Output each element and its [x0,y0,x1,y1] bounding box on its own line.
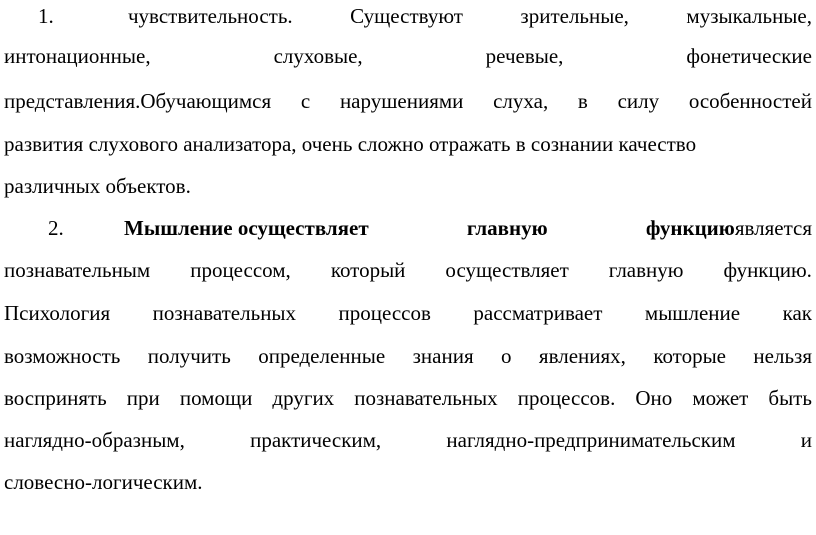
word: функцию. [723,258,812,282]
word: быть [768,386,812,410]
word: осуществляет [445,258,569,282]
item1-line3 [4,85,812,117]
word: с [300,89,311,113]
word: воспринять [4,386,107,410]
word: особенностей [688,89,812,113]
word: слуховые, [273,44,363,68]
word: при [126,386,160,410]
item1-line2 [4,40,812,72]
word: нельзя [753,344,812,368]
word: наглядно-предпринимательским [446,428,736,452]
bold-word: функцию [645,216,735,240]
word: процессом, [190,258,291,282]
word: познавательных [354,386,498,410]
word: Оно [635,386,673,410]
bold-word: главную [466,216,548,240]
word: нарушениями [339,89,464,113]
item2-line7: словесно-логическим. [4,470,203,494]
item1-line5: различных объектов. [4,174,191,198]
item2-line1 [4,212,812,244]
word: представления.Обучающимся [4,89,272,113]
item2-line5 [4,382,812,414]
item2-number: 2. [48,216,64,240]
word: процессов. [517,386,616,410]
word: в [577,89,588,113]
word: является [734,216,812,240]
word: Существуют [350,4,463,28]
word: познавательных [152,301,297,325]
word: который [330,258,406,282]
word: наглядно-образным, [4,428,185,452]
word: может [692,386,749,410]
item1-line4: развития слухового анализатора, очень сложно отражать в сознании качество [4,132,697,156]
item2-line4 [4,340,812,372]
bold-word: Мышление [124,216,233,240]
word: силу [617,89,660,113]
word: практическим, [250,428,382,452]
word: других [272,386,335,410]
item2-line2 [4,254,812,286]
word: чувствительность. [128,4,293,28]
word: помощи [179,386,253,410]
word: о [501,344,512,368]
word: познавательным [4,258,151,282]
word: определенные [258,344,386,368]
word: которые [653,344,727,368]
word: мышление [644,301,741,325]
word: интонационные, [4,44,151,68]
word: слуха, [493,89,549,113]
item2-line3 [4,297,812,329]
item2-line6 [4,424,812,456]
word: явлениях, [538,344,626,368]
word: и [800,428,812,452]
word: процессов [338,301,431,325]
word: фонетические [686,44,812,68]
word: возможность [4,344,121,368]
word: рассматривает [473,301,603,325]
item1-number: 1. [38,4,54,28]
word: получить [147,344,231,368]
word: музыкальные, [686,4,812,28]
word: речевые, [485,44,564,68]
word: зрительные, [520,4,629,28]
item1-line1 [4,0,812,32]
word: Психология [4,301,111,325]
word: главную [608,258,684,282]
bold-word: осуществляет [237,216,369,240]
word: как [782,301,812,325]
word: знания [412,344,474,368]
